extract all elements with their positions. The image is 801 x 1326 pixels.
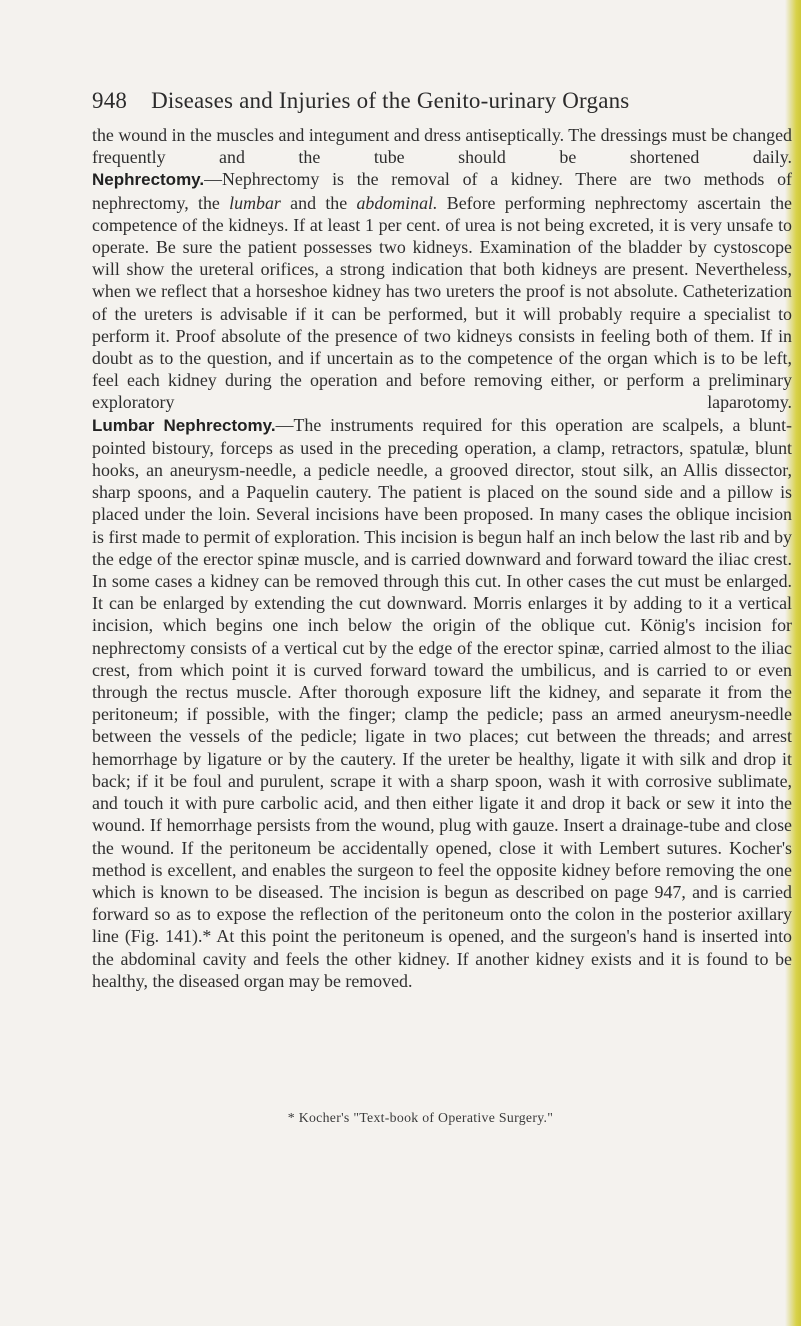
paragraph-lumbar-nephrectomy [92, 414, 792, 992]
italic-term: abdominal. [356, 192, 438, 213]
paragraph-nephrectomy [92, 168, 792, 413]
running-header [92, 88, 752, 114]
paragraph-text: Before performing nephrectomy ascertain the competence of the kidneys. If at least 1 per cent. of urea is not being excreted, it is very unsafe to operate. Be sure the patient possesses two kidneys. Examination of the bladder by cystoscope will show the ureteral orifices, a strong indication that both kidneys are present. Nevertheless, when we reflect that a horseshoe kidney has two ureters the proof is not absolute. Catheterization of the ureters is advisable if it can be performed, but it will probably require a specialist to perform it. Proof absolute of the presence of two kidneys consists in feeling both of them. If in doubt as to the question, and if uncertain as to the competence of the organ which is to be left, feel each kidney during the operation and before removing either, or perform a preliminary exploratory laparotomy. [92, 192, 792, 413]
section-heading-lumbar-nephrectomy: Lumbar Nephrectomy. [92, 415, 276, 435]
paragraph-text: the wound in the muscles and integument and dress antiseptically. The dressings must be changed frequently and the tube should be shortened daily. [92, 125, 792, 168]
section-heading-nephrectomy: Nephrectomy. [92, 170, 205, 190]
paragraph-text: —The instruments required for this operation are scalpels, a blunt-pointed bistoury, forceps as used in the preceding operation, a clamp, retractors, spatulæ, blunt hooks, an aneurysm-needle, a pedicle needle, a grooved director, stout silk, an Allis dissector, sharp spoons, and a Paquelin cautery. The patient is placed on the sound side and a pillow is placed under the loin. Several incisions have been proposed. In many cases the oblique incision is first made to permit of exploration. This incision is begun half an inch below the last rib and by the edge of the erector spinæ muscle, and is carried downward and forward toward the iliac crest. In some cases a kidney can be removed through this cut. In other cases the cut must be enlarged. It can be enlarged by extending the cut downward. Morris enlarges it by adding to it a vertical incision, which begins one inch below the origin of the oblique cut. König's incision for nephrectomy consists of a vertical cut by the edge of the erector spinæ, carried almost to the iliac crest, from which point it is curved forward toward the umbilicus, and is carried to or even through the rectus muscle. After thorough exposure lift the kidney, and separate it from the peritoneum; if possible, with the finger; clamp the pedicle; pass an armed aneurysm-needle between the vessels of the pedicle; ligate in two places; cut between the threads; and arrest hemorrhage by ligature or by the cautery. If the ureter be healthy, ligate it with silk and drop it back; if it be foul and purulent, scrape it with a sharp spoon, wash it with corrosive sublimate, and touch it with pure carbolic acid, and then either ligate it and drop it back or sew it into the wound. If hemorrhage persists from the wound, plug with gauze. Insert a drainage-tube and close the wound. If the peritoneum be accidentally opened, close it with Lembert sutures. Kocher's method is excellent, and enables the surgeon to feel the opposite kidney before removing the one which is known to be diseased. The incision is begun as described on page 947, and is carried forward so as to expose the reflection of the peritoneum onto the colon in the posterior axillary line (Fig. 141).* At this point the peritoneum is opened, and the surgeon's hand is inserted into the abdominal cavity and feels the other kidney. If another kidney exists and it is found to be healthy, the diseased organ may be removed. [92, 414, 792, 991]
footnote [0, 1110, 801, 1126]
header-title: Diseases and Injuries of the Genito-urinary Organs [151, 88, 630, 113]
paragraph-text: and the [280, 192, 357, 213]
paragraph-text: —Nephrectomy is the removal of a kidney. There are two methods of nephrectomy, the [92, 169, 792, 213]
footnote-text: * Kocher's "Text-book of Operative Surgery." [287, 1110, 554, 1125]
body-text [92, 124, 792, 992]
paragraph [92, 124, 792, 168]
italic-term: lumbar [229, 192, 281, 213]
page-number: 948 [92, 88, 128, 113]
